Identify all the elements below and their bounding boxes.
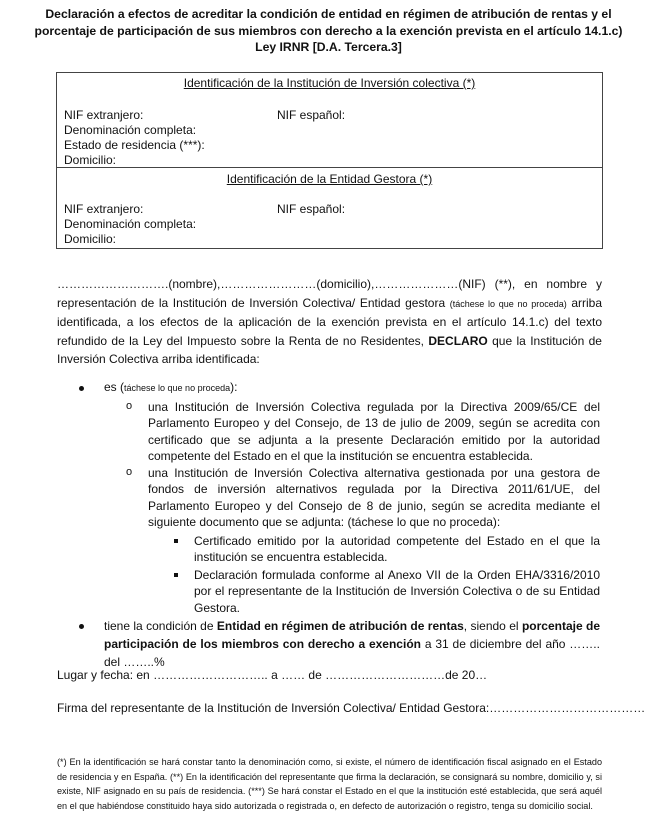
firma-line: Firma del representante de la Institución de Inversión Colectiva/ Entidad Gestora:………………………………… [57, 701, 646, 715]
es-line [104, 380, 237, 394]
condition-statement [104, 617, 600, 671]
bullet-icon [79, 386, 84, 391]
gestora-identification-box [56, 167, 603, 249]
square-bullet-icon [174, 573, 178, 577]
institution-estado-label: Estado de residencia (***): [64, 138, 205, 152]
institution-identification-box [56, 72, 603, 168]
institution-denominacion-label: Denominación completa: [64, 123, 197, 137]
title-line-1: Declaración a efectos de acreditar la condición de entidad en régimen de atribución de rentas y el [45, 7, 612, 21]
gestora-nif-extranjero-label: NIF extranjero: [64, 202, 144, 216]
declaration-tachese-note: (táchese lo que no proceda) [449, 298, 567, 309]
condition-text-1: tiene la condición de [104, 619, 214, 633]
es-close: ): [230, 380, 238, 394]
condition-text-3: a 31 de diciembre del año …….. del ……..% [104, 637, 600, 669]
institution-domicilio-label: Domicilio: [64, 153, 117, 167]
square-bullet-icon [174, 539, 178, 543]
bullet-icon [79, 624, 84, 629]
gestora-nif-espanol-label: NIF español: [277, 202, 346, 216]
institution-nif-extranjero-label: NIF extranjero: [64, 108, 144, 122]
institution-box-heading: Identificación de la Institución de Inversión colectiva (*) [183, 76, 476, 90]
sub-option-certificado: Certificado emitido por la autoridad competente del Estado en el que la institución se encuentra establecida. [194, 534, 600, 565]
circle-bullet-icon: o [126, 466, 133, 478]
es-tachese-note: táchese lo que no proceda [124, 383, 231, 393]
declaration-part-3: que la Institución de Inversión Colectiva arriba identificada: [57, 333, 602, 367]
condition-text-2: , siendo el [463, 619, 519, 633]
circle-bullet-icon: o [126, 400, 133, 412]
declaration-part-1: ……………………….(nombre),……………………(domicilio),…………………(NIF) (**), en nombre y representación de la Institución de Inversión Colectiva/ Entidad gestora [57, 277, 602, 310]
institution-nif-espanol-label: NIF español: [277, 108, 346, 122]
condition-bold-2: porcentaje de participación de los miembros con derecho a exención [104, 619, 600, 651]
declaration-paragraph [57, 275, 602, 369]
footnotes: (*) En la identificación se hará constar tanto la denominación como, si existe, el número de identificación fiscal asignado en el Estado de residencia y en España. (**) En la identificación del representante que firma la declaración, se consignará su nombre, domicilio y, si existe, NIF asignado en su país de residencia. (***) Se hará constar el Estado en el que la institución esté establecida, que será aquél en el que habiéndose constituido haya sido autorizada o registrada o, en defecto de autorización o registro, tenga su domicilio social. [57, 757, 602, 811]
option-ucits: una Institución de Inversión Colectiva regulada por la Directiva 2009/65/CE del Parlamento Europeo y del Consejo, de 13 de julio de 2009, según se acredita con certificado que se adjunta a la presente Declaración emitido por la autoridad competente del Estado en el que la institución se encuentra establecida. [148, 400, 600, 464]
es-text: es ( [104, 380, 125, 394]
option-aif: una Institución de Inversión Colectiva alternativa gestionada por una gestora de fondos de inversión alternativos regulada por la Directiva 2011/61/UE, del Parlamento Europeo y del Consejo de 8 de junio, según se acredita mediante el siguiente documento que se adjunta: (táchese lo que no proceda): [148, 466, 600, 530]
lugar-fecha-line: Lugar y fecha: en ……………………….. a …… de …………………………de 20… [57, 668, 488, 682]
gestora-box-heading: Identificación de la Entidad Gestora (*) [226, 172, 433, 186]
gestora-denominacion-label: Denominación completa: [64, 217, 197, 231]
declaration-part-2: arriba identificada, a los efectos de la aplicación de la exención prevista en el artículo 14.1.c) del texto refundido de la Ley del Impuesto sobre la Renta de no Residentes, [57, 295, 602, 348]
title-line-2: porcentaje de participación de sus miembros con derecho a la exención prevista en el artículo 14.1.c) [34, 23, 623, 38]
declaro-label: DECLARO [428, 333, 488, 348]
title-line-3: Ley IRNR [D.A. Tercera.3] [255, 40, 402, 54]
gestora-domicilio-label: Domicilio: [64, 232, 117, 246]
document-title [28, 6, 629, 56]
condition-bold-1: Entidad en régimen de atribución de rentas [216, 619, 464, 633]
sub-option-declaracion: Declaración formulada conforme al Anexo VII de la Orden EHA/3316/2010 por el representante de la Institución de Inversión Colectiva o de su Entidad Gestora. [194, 568, 600, 615]
